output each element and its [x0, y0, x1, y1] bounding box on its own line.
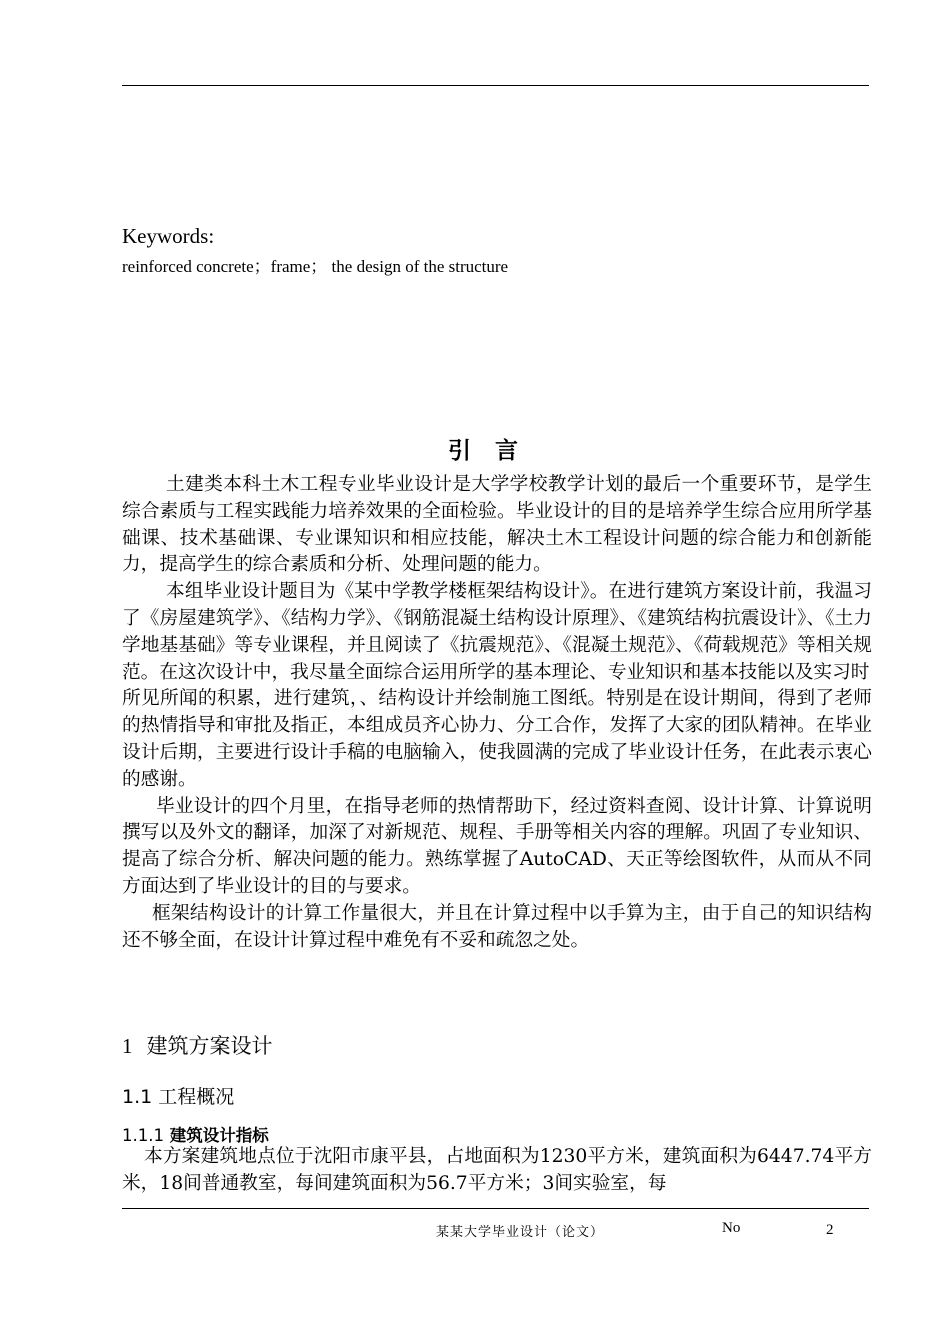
intro-paragraph: 毕业设计的四个月里，在指导老师的热情帮助下，经过资料查阅、设计计算、计算说明撰写以及外文的翻译，加深了对新规范、规程、手册等相关内容的理解。巩固了专业知识、提高了综合分析、解决问题的能力。熟练掌握了AutoCAD、天正等绘图软件，从而从不同方面达到了毕业设计的目的与要求。 — [122, 795, 872, 897]
subsubsection-number: 1.1.1 — [122, 1126, 164, 1145]
footer-rule — [122, 1208, 869, 1209]
subsubsection-title: 建筑设计指标 — [169, 1126, 269, 1145]
intro-paragraph: 所见所闻的积累，进行建筑，、结构设计并绘制施工图纸。特别是在设计期间，得到了老师的热情指导和审批及指正，本组成员齐心协力、分工合作，发挥了大家的团队精神。在毕业设计后期，主要进行设计手稿的电脑输入，使我圆满的完成了毕业设计任务，在此表示衷心的感谢。 — [122, 688, 872, 790]
intro-title: 引言 — [448, 438, 542, 464]
keywords-label: Keywords: — [122, 224, 215, 248]
subsection-heading — [122, 1082, 234, 1109]
intro-body — [122, 472, 872, 954]
subsubsection-heading — [122, 1122, 269, 1146]
section-heading — [122, 1030, 273, 1060]
intro-paragraph: 土建类本科土木工程专业毕业设计是大学学校教学计划的最后一个重要环节，是学生综合素质与工程实践能力培养效果的全面检验。毕业设计的目的是培养学生综合应用所学基础课、技术基础课、专业课知识和相应技能，解决土木工程设计问题的综合能力和创新能力，提高学生的综合素质和分析、处理问题的能力。 — [122, 474, 872, 576]
section-number: 1 — [122, 1034, 133, 1058]
section-title: 建筑方案设计 — [146, 1034, 273, 1058]
intro-paragraph: 本组毕业设计题目为《某中学教学楼框架结构设计》。在进行建筑方案设计前，我温习了《房屋建筑学》、《结构力学》、《钢筋混凝土结构设计原理》、《建筑结构抗震设计》、《土力学地基基础》等专业课程，并且阅读了《抗震规范》、《混凝土规范》、《荷载规范》等相关规范。在这次设计中，我尽量全面综合运用所学的基本理论、专业知识和基本技能以及实习时 — [122, 581, 872, 683]
footer-no-label: No — [722, 1220, 741, 1236]
keywords-text: reinforced concrete；frame； the design of the structure — [122, 257, 509, 276]
section-paragraph: 本方案建筑地点位于沈阳市康平县，占地面积为1230平方米，建筑面积为6447.74平方米，18间普通教室，每间建筑面积为56.7平方米；3间实验室，每 — [122, 1146, 872, 1194]
footer-title: 某某大学毕业设计（论文） — [436, 1225, 605, 1240]
page-number: 2 — [826, 1222, 834, 1238]
header-rule — [122, 85, 869, 86]
subsection-number: 1.1 — [122, 1086, 153, 1108]
section-body — [122, 1144, 872, 1197]
intro-paragraph: 框架结构设计的计算工作量很大，并且在计算过程中以手算为主，由于自己的知识结构还不够全面，在设计计算过程中难免有不妥和疏忽之处。 — [122, 902, 872, 951]
subsection-title: 工程概况 — [158, 1086, 235, 1108]
